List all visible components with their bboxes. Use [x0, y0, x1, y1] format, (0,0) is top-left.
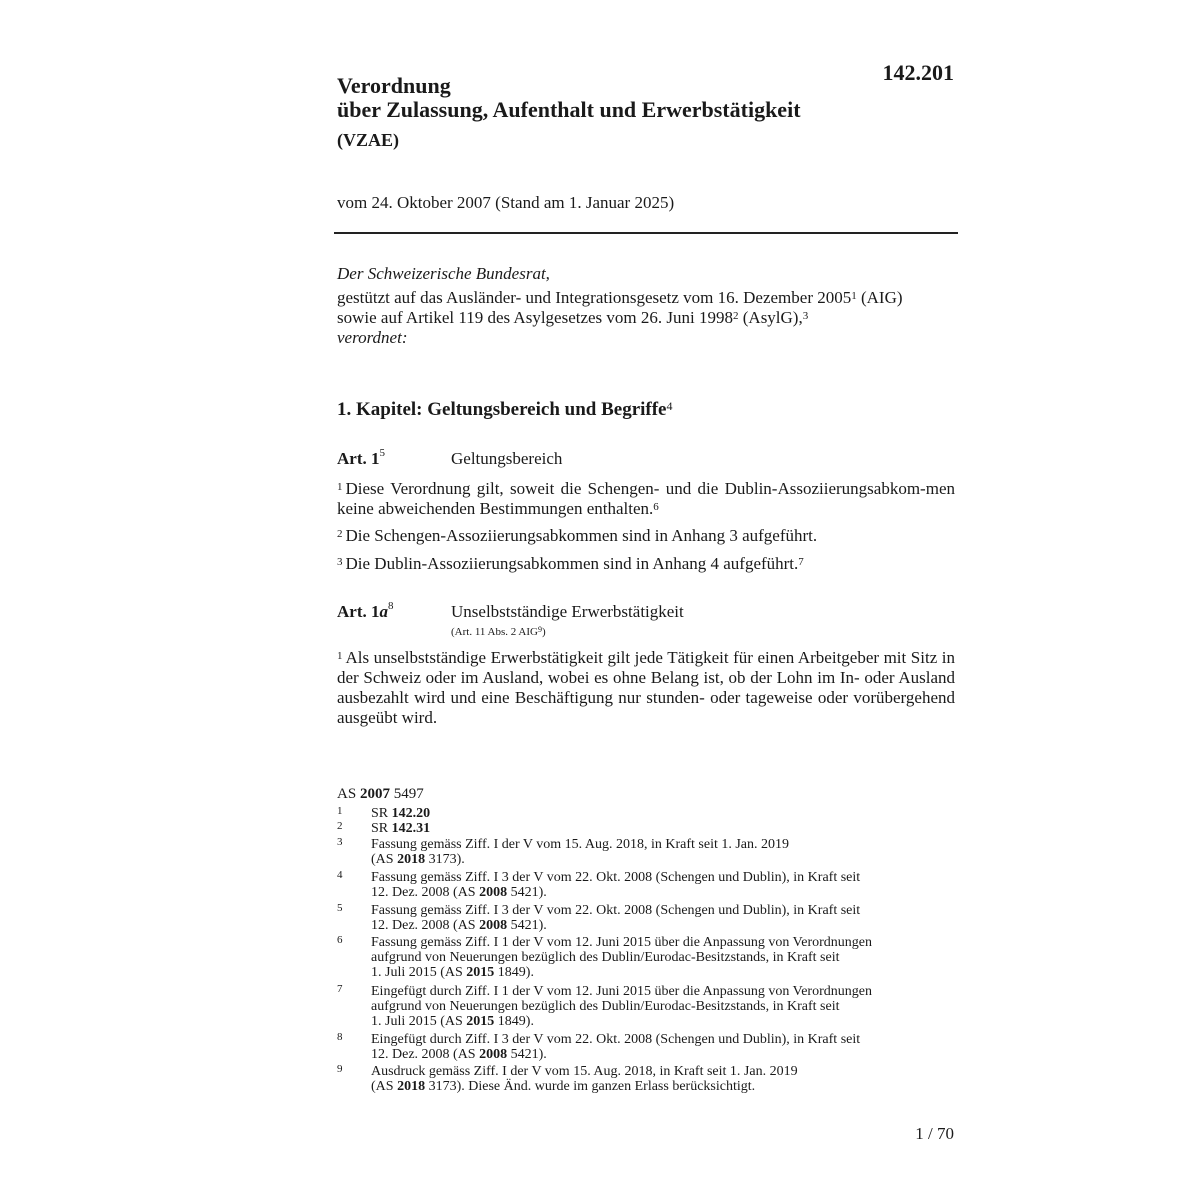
chapter-title: 1. Kapitel: Geltungsbereich und Begriffe [337, 399, 667, 420]
footnote-text [371, 1032, 971, 1062]
fn-text: 1849). [494, 965, 534, 980]
document-date: vom 24. Oktober 2007 (Stand am 1. Januar 2025) [337, 193, 675, 212]
as-year: 2007 [359, 786, 390, 802]
footnote-text [371, 903, 971, 933]
para-text: Als unselbstständige Erwerbstätigkeit gilt jede Tätigkeit für einen Arbeitgeber mit Sitz in der Schweiz oder im Ausland, wobei es ohne Belang ist, ob der Lohn im In- oder Ausland ausbezahlt wird und eine Beschäftigung nur stunden- oder tageweise oder vorübergehend ausgeübt wird. [337, 648, 955, 727]
footnote-text [371, 1064, 971, 1094]
fn-text: Ausdruck gemäss Ziff. I der V vom 15. Aug. 2018, in Kraft seit 1. Jan. 2019 [371, 1064, 798, 1079]
basis-text-2-end: (AsylG), [738, 308, 803, 327]
page-number: 1 / 70 [915, 1124, 954, 1143]
article-1-label [337, 449, 451, 469]
fn-text: 5421). [507, 918, 547, 933]
fn-text: 1. Juli 2015 (AS [371, 1014, 467, 1029]
fn-text: 3173). Diese Änd. wurde im ganzen Erlass berücksichtigt. [425, 1079, 756, 1094]
article-1-para-1 [337, 479, 955, 519]
footnote-text [371, 837, 971, 867]
as-reference [337, 786, 424, 803]
footnote-ref-4[interactable]: 4 [666, 399, 673, 413]
footnote-text [371, 870, 971, 900]
footnote-text [371, 806, 971, 821]
title-line-2: über Zulassung, Aufenthalt und Erwerbstätigkeit [337, 97, 801, 122]
fn-bold: 2015 [466, 1014, 495, 1029]
para-number: 2 [337, 528, 343, 540]
preamble-basis [337, 288, 957, 328]
footnote-ref-7[interactable]: 7 [798, 556, 804, 568]
article-1a-subtitle-end: ) [541, 626, 546, 638]
article-1-title: Geltungsbereich [451, 449, 563, 468]
fn-text: Fassung gemäss Ziff. I der V vom 15. Aug. 2018, in Kraft seit 1. Jan. 2019 [371, 837, 790, 852]
footnote-ref-1[interactable]: 1 [851, 290, 857, 302]
fn-text: aufgrund von Neuerungen bezüglich des Dublin/Eurodac-Besitzstands, in Kraft seit [371, 999, 840, 1014]
article-1a-number: Art. 1 [337, 602, 380, 621]
title-line-1: Verordnung [337, 73, 451, 98]
para-number: 3 [337, 556, 343, 568]
article-1-para-3 [337, 554, 955, 574]
fn-text: 5421). [507, 1047, 547, 1062]
footnote-ref-3[interactable]: 3 [802, 310, 809, 322]
fn-bold: 142.31 [391, 821, 431, 836]
as-page: 5497 [389, 786, 424, 802]
footnote-number: 4 [337, 869, 343, 881]
article-1-heading [337, 449, 562, 469]
para-number: 1 [337, 481, 343, 493]
article-1a-label [337, 602, 451, 622]
footnote-text [371, 935, 971, 980]
fn-text: Eingefügt durch Ziff. I 1 der V vom 12. Juni 2015 über die Anpassung von Verordnungen [371, 984, 872, 999]
article-1a-suffix: a [379, 602, 388, 621]
article-1a-heading [337, 602, 684, 622]
article-1-para-2 [337, 526, 955, 546]
fn-text: aufgrund von Neuerungen bezüglich des Dublin/Eurodac-Besitzstands, in Kraft seit [371, 950, 840, 965]
fn-text: 12. Dez. 2008 (AS [371, 918, 480, 933]
basis-text-2: sowie auf Artikel 119 des Asylgesetzes vom 26. Juni 1998 [337, 308, 733, 327]
article-1-number: Art. 1 [337, 449, 380, 468]
footnote-number: 1 [337, 805, 343, 817]
fn-text: Eingefügt durch Ziff. I 3 der V vom 22. Okt. 2008 (Schengen und Dublin), in Kraft seit [371, 1032, 861, 1047]
fn-text: 12. Dez. 2008 (AS [371, 1047, 480, 1062]
footnote-text [371, 984, 971, 1029]
footnote-text [371, 821, 971, 836]
preamble [337, 264, 957, 352]
basis-text-1: gestützt auf das Ausländer- und Integrationsgesetz vom 16. Dezember 2005 [337, 288, 852, 307]
footnote-number: 7 [337, 983, 343, 995]
footnote-number: 9 [337, 1063, 343, 1075]
header-divider [334, 232, 958, 234]
footnote-ref-2[interactable]: 2 [733, 310, 739, 322]
preamble-authority: Der Schweizerische Bundesrat, [337, 264, 550, 283]
fn-text: (AS [371, 1079, 398, 1094]
fn-text: (AS [371, 852, 398, 867]
article-1a-subtitle-text: (Art. 11 Abs. 2 AIG [451, 626, 538, 638]
document-title [337, 74, 801, 152]
para-text: Die Schengen-Assoziierungsabkommen sind in Anhang 3 aufgeführt. [345, 526, 818, 545]
fn-bold: 142.20 [391, 806, 431, 821]
fn-bold: 2018 [397, 852, 426, 867]
article-1a-para-1 [337, 648, 955, 728]
fn-bold: 2008 [479, 1047, 508, 1062]
fn-text: Fassung gemäss Ziff. I 3 der V vom 22. Okt. 2008 (Schengen und Dublin), in Kraft seit [371, 870, 861, 885]
sr-number: 142.201 [882, 60, 954, 85]
footnote-number: 5 [337, 902, 343, 914]
footnote-ref-5[interactable]: 5 [379, 447, 385, 459]
article-1a-subtitle [451, 626, 546, 638]
fn-bold: 2008 [479, 918, 508, 933]
fn-text: 5421). [507, 885, 547, 900]
footnote-number: 6 [337, 934, 343, 946]
fn-text: Fassung gemäss Ziff. I 1 der V vom 12. Juni 2015 über die Anpassung von Verordnungen [371, 935, 872, 950]
chapter-heading [337, 399, 673, 421]
basis-text-1-end: (AIG) [856, 288, 903, 307]
footnote-ref-6[interactable]: 6 [653, 501, 659, 513]
fn-text: 3173). [425, 852, 465, 867]
article-1a-title: Unselbstständige Erwerbstätigkeit [451, 602, 684, 621]
footnote-number: 2 [337, 820, 343, 832]
fn-text: 1. Juli 2015 (AS [371, 965, 467, 980]
footnote-ref-8[interactable]: 8 [387, 600, 394, 612]
fn-text: Fassung gemäss Ziff. I 3 der V vom 22. Okt. 2008 (Schengen und Dublin), in Kraft seit [371, 903, 861, 918]
fn-text: 1849). [494, 1014, 534, 1029]
preamble-decree: verordnet: [337, 328, 408, 347]
footnote-number: 3 [337, 836, 343, 848]
fn-bold: 2015 [466, 965, 495, 980]
fn-text: 12. Dez. 2008 (AS [371, 885, 480, 900]
fn-text: SR [371, 821, 392, 836]
para-text: Die Dublin-Assoziierungsabkommen sind in Anhang 4 aufgeführt. [345, 554, 799, 573]
fn-bold: 2008 [479, 885, 508, 900]
fn-bold: 2018 [397, 1079, 426, 1094]
as-prefix: AS [337, 786, 360, 802]
para-number: 1 [337, 650, 343, 662]
para-text: Diese Verordnung gilt, soweit die Schengen- und die Dublin-Assoziierungsabkom-men keine abweichenden Bestimmungen enthalten. [337, 479, 955, 518]
footnote-number: 8 [337, 1031, 343, 1043]
title-abbreviation: (VZAE) [337, 130, 399, 150]
footnote-ref-9[interactable]: 9 [537, 625, 542, 634]
fn-text: SR [371, 806, 392, 821]
